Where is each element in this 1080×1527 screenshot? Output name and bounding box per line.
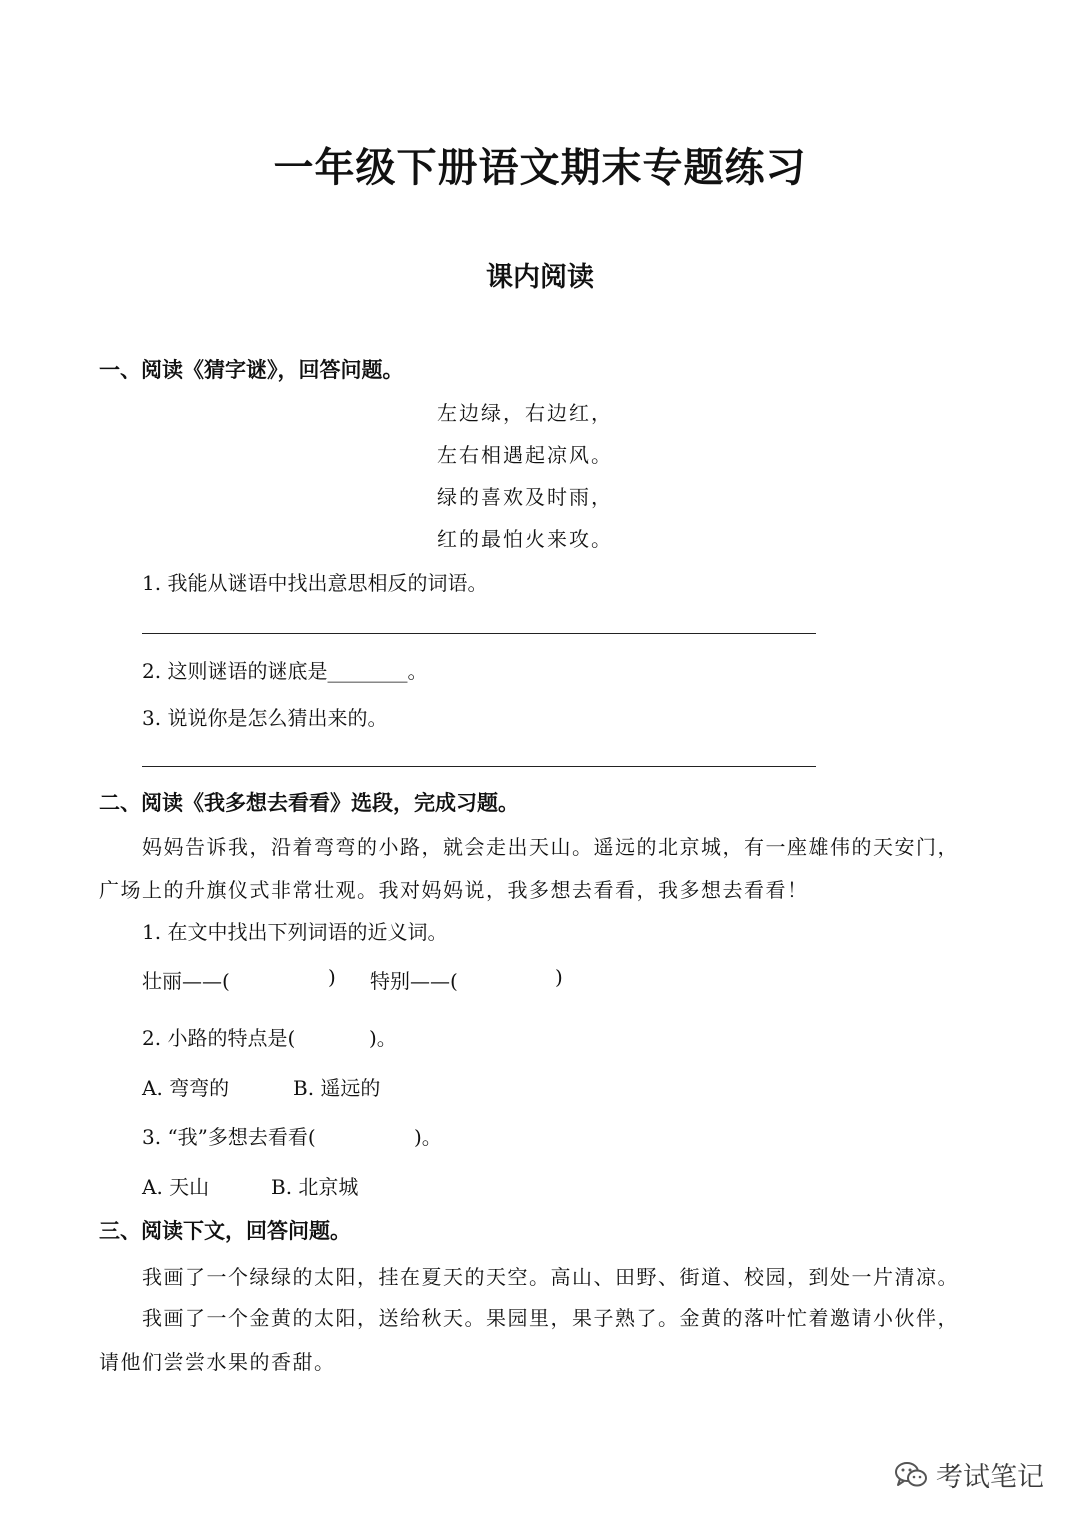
wechat-icon xyxy=(894,1460,928,1490)
section-3-heading: 三、阅读下文，回答问题。 xyxy=(99,1219,351,1243)
synonym-item-2-close: ) xyxy=(555,965,563,989)
section-1-question-2: 2. 这则谜语的谜底是________。 xyxy=(142,659,428,683)
section-3-paragraph-2-line-2: 请他们尝尝水果的香甜。 xyxy=(99,1350,336,1374)
page-subtitle: 课内阅读 xyxy=(486,262,594,293)
poem-line-2: 左右相遇起凉风。 xyxy=(437,443,613,467)
question-2-option-a: A. 弯弯的 xyxy=(142,1076,230,1100)
section-1-question-3: 3. 说说你是怎么猜出来的。 xyxy=(142,706,388,730)
watermark-text: 考试笔记 xyxy=(936,1462,1044,1493)
section-2-heading: 二、阅读《我多想去看看》选段，完成习题。 xyxy=(99,791,519,815)
synonym-item-1: 壮丽——( xyxy=(142,969,230,993)
section-2-question-3-close: )。 xyxy=(414,1125,442,1149)
answer-line-1[interactable] xyxy=(142,633,816,634)
page-title: 一年级下册语文期末专题练习 xyxy=(273,145,807,191)
poem-line-4: 红的最怕火来攻。 xyxy=(437,527,613,551)
section-3-paragraph-1: 我画了一个绿绿的太阳，挂在夏天的天空。高山、田野、街道、校园，到处一片清凉。 xyxy=(142,1265,959,1289)
synonym-item-2: 特别——( xyxy=(370,969,458,993)
answer-line-2[interactable] xyxy=(142,766,816,767)
question-2-option-b: B. 遥远的 xyxy=(293,1076,381,1100)
poem-line-1: 左边绿，右边红， xyxy=(437,401,613,425)
section-2-question-1: 1. 在文中找出下列词语的近义词。 xyxy=(142,920,448,944)
question-3-option-b: B. 北京城 xyxy=(271,1175,359,1199)
question-3-option-a: A. 天山 xyxy=(142,1175,210,1199)
section-1-question-1: 1. 我能从谜语中找出意思相反的词语。 xyxy=(142,571,488,595)
section-2-paragraph-line-2: 广场上的升旗仪式非常壮观。我对妈妈说，我多想去看看，我多想去看看！ xyxy=(99,878,809,902)
watermark xyxy=(894,1455,1044,1494)
section-3-paragraph-2-line-1: 我画了一个金黄的太阳，送给秋天。果园里，果子熟了。金黄的落叶忙着邀请小伙伴， xyxy=(142,1306,959,1330)
section-2-question-2: 2. 小路的特点是( xyxy=(142,1026,296,1050)
section-2-paragraph-line-1: 妈妈告诉我，沿着弯弯的小路，就会走出天山。遥远的北京城，有一座雄伟的天安门， xyxy=(142,835,959,859)
section-2-question-2-close: )。 xyxy=(369,1026,397,1050)
poem-line-3: 绿的喜欢及时雨， xyxy=(437,485,613,509)
section-1-heading: 一、阅读《猜字谜》，回答问题。 xyxy=(99,358,404,382)
synonym-item-1-close: ) xyxy=(328,965,336,989)
section-2-question-3: 3. “我”多想去看看( xyxy=(142,1125,316,1149)
